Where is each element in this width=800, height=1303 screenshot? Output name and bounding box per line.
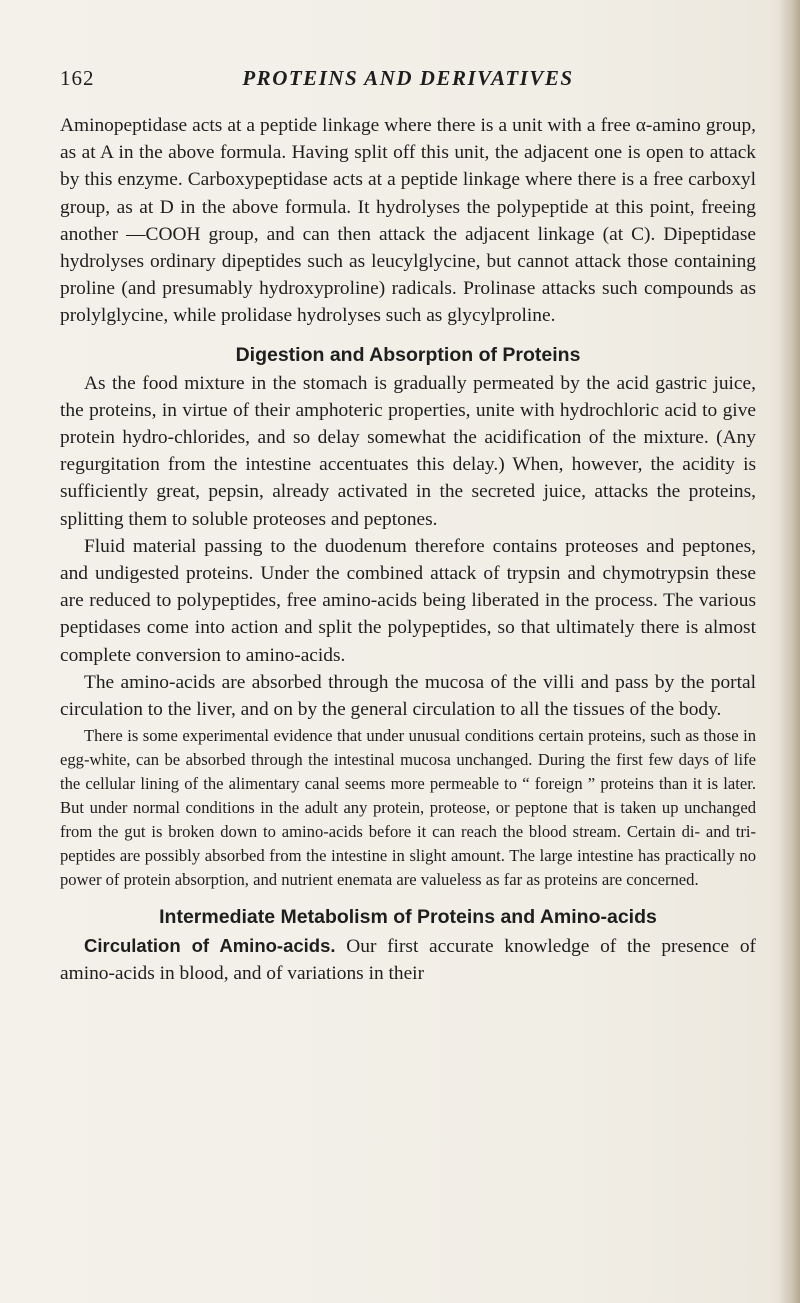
- paragraph-circulation-text: Our first accurate knowledge of the presence of amino-acids in blood, and of variations in their: [60, 936, 756, 985]
- running-title: PROTEINS AND DERIVATIVES: [242, 66, 574, 90]
- paragraph-small-print-note: There is some experimental evidence that under unusual conditions certain proteins, such as those in egg-white, can be absorbed through the intestinal mucosa unchanged. During the first few days of life the cellular lining of the alimentary canal seems more permeable to “ foreign ” proteins than it is later. But under normal conditions in the adult any protein, proteose, or peptone that is taken up unchanged from the gut is broken down to amino-acids before it can reach the blood stream. Certain di- and tri-peptides are possibly absorbed from the intestine in slight amount. The large intestine has practically no power of protein absorption, and nutrient enemata are valueless as far as proteins are concerned.: [60, 726, 756, 890]
- run-in-heading-circulation: Circulation of Amino-acids.: [84, 935, 336, 957]
- paragraph-circulation: [60, 932, 756, 987]
- paragraph-duodenum: Fluid material passing to the duodenum therefore contains proteoses and peptones, and undigested proteins. Under the combined attack of trypsin and chymotrypsin these are reduced to polypeptides, free amino-acids being liberated in the process. The various peptidases come into action and split the polypeptides, so that ultimately there is almost complete conversion to amino-acids.: [60, 535, 756, 666]
- page-edge-shadow: [778, 0, 800, 1303]
- paragraph-stomach: As the food mixture in the stomach is gradually permeated by the acid gastric juice, the proteins, in virtue of their amphoteric properties, unite with hydrochloric acid to give protein hydro-chlorides, and so delay somewhat the acidification of the mixture. (Any regurgitation from the intestine accentuates this delay.) When, however, the acidity is sufficiently great, pepsin, already activated in the secreted juice, attacks the proteins, splitting them to soluble proteoses and peptones.: [60, 372, 756, 530]
- section-heading-metabolism: Intermediate Metabolism of Proteins and Amino-acids: [159, 906, 657, 929]
- page-header: [60, 66, 756, 96]
- paragraph-absorption: The amino-acids are absorbed through the mucosa of the villi and pass by the portal circulation to the liver, and on by the general circulation to all the tissues of the body.: [60, 671, 756, 721]
- page-number: 162: [60, 66, 95, 90]
- body-text: [60, 112, 756, 988]
- paragraph-aminopeptidase: Aminopeptidase acts at a peptide linkage where there is a unit with a free α-amino group, as at A in the above formula. Having split off this unit, the adjacent one is open to attack by this enzyme. Carboxypeptidase acts at a peptide linkage where there is a free carboxyl group, as at D in the above formula. It hydrolyses the polypeptide at this point, freeing another —COOH group, and can then attack the adjacent linkage (at C). Dipeptidase hydrolyses ordinary dipeptides such as leucylglycine, but cannot attack those containing proline (and presumably hydroxyproline) radicals. Prolinase attacks such compounds as prolylglycine, while prolidase hydrolyses such as glycylproline.: [60, 115, 756, 327]
- section-heading-digestion: Digestion and Absorption of Proteins: [235, 343, 581, 366]
